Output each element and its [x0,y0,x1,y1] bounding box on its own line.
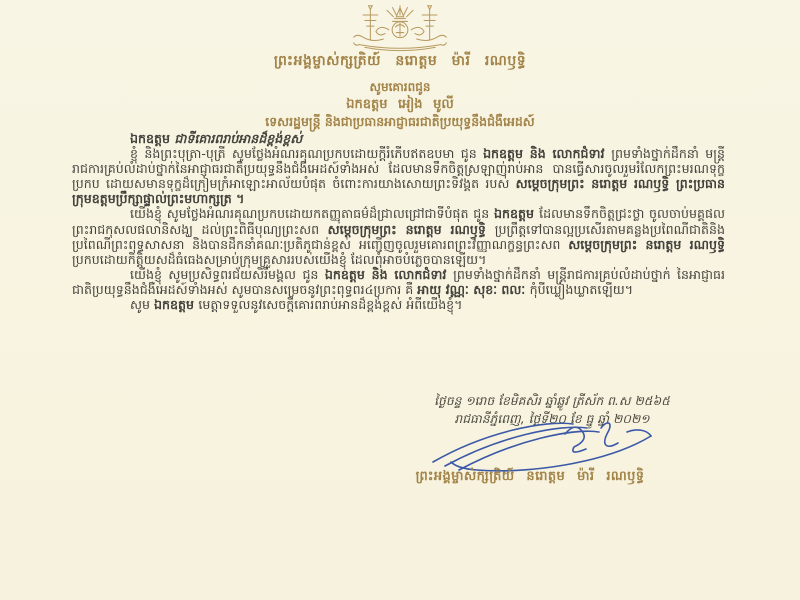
addressee-block [0,80,800,129]
greeting-line: ឯកឧត្តម ជាទីគោរពរាប់អានដ៏ខ្ពង់ខ្ពស់ [130,131,303,146]
paragraph-4-closing: សូម ឯកឧត្តម មេត្តាទទួលនូវសេចក្តីគោរពរាប់អានដ៏ខ្ពង់ខ្ពស់ អំពីយើងខ្ញុំ។ [130,297,463,313]
royal-arms-icon [0,2,800,52]
addressee-title: ទេសរដ្ឋមន្ត្រី និងជាប្រធានអាជ្ញាធរជាតិប្រយុទ្ធនឹងជំងឺអេដស៍ [265,114,535,129]
lunar-date-line: ថ្ងៃចន្ទ ១រោច ខែមិគសិរ ឆ្នាំឆ្លូវ ត្រីស័ក ព.ស ២៥៦៥ [434,394,670,408]
paragraph-2: យើងខ្ញុំ សូមថ្លែងអំណរគុណប្រកបដោយកតញ្ញុតាធម៌ដ៏ជ្រាលជ្រៅជាទីបំផុត ជូន ឯកឧត្តម ដែលមានទឹកចិត្តជ្រះថ្លា ចូលចាប់មគ្គផលព្រះរាជកុសលផលានិសង្ឃ ដល់ព្រះពិធីបុណ្យព្រះសព សម្តេចក្រុមព្រះ នរោត្តម រណឫទ្ធិ ប្រព្រឹត្តទៅបានល្អប្រសើរតាមគន្លងប្រពៃណីជាតិនិងប្រពៃណីព្រះពុទ្ធសាសនា និងបានដឹកនាំគណៈប្រតិភូជាន់ខ្ពស់ អញ្ជើញចូលរួមគោរពព្រះវិញ្ញាណក្ខន្ធព្រះសព សម្តេចក្រុមព្រះ នរោត្តម រណឫទ្ធិ ប្រកបដោយកិត្តិយសដ៏ធំធេងសម្រាប់ក្រុមគ្រួសាររបស់យើងខ្ញុំ ដែលពុំអាចបំភ្លេចបានឡើយ។ [72,206,725,267]
letter-body [72,131,725,312]
addressee-name: ឯកឧត្តម អៀង មូលី [346,97,454,112]
paragraph-3: យើងខ្ញុំ សូមប្រសិទ្ធពរជ័យសិរីមង្គល ជូន ឯកឧត្តម និង លោកជំទាវ ព្រមទាំងថ្នាក់ដឹកនាំ មន្ត្រីរាជការគ្រប់លំដាប់ថ្នាក់ នៃអាជ្ញាធរជាតិប្រយុទ្ធនឹងជំងឺអេដស៍ទាំងអស់ សូមបានសម្រេចនូវព្រះពុទ្ធពរ៤ប្រការ គឺ អាយុ វណ្ណៈ សុខៈ ពលៈ កុំបីឃ្លៀងឃ្លាតឡើយ។ [72,266,726,297]
paragraph-1: ខ្ញុំ និងព្រះបុត្រា-បុត្រី សូមថ្លែងអំណរគុណប្រកបដោយក្តីរំភើបឥតឧបមា ជូន ឯកឧត្តម និង លោកជំទាវ ព្រមទាំងថ្នាក់ដឹកនាំ មន្ត្រីរាជការគ្រប់លំដាប់ថ្នាក់នៃអាជ្ញាធរជាតិប្រយុទ្ធនឹងជំងឺអេដស៍ទាំងអស់ ដែលមានទឹកចិត្តស្រឡាញ់រាប់អាន បានធ្វើសារចូលរួមរំលែកព្រះមរណទុក្ខប្រកប ដោយសមានទុក្ខដ៏ក្រៀមក្រំអាឡោះអាល័យបំផុត ចំពោះការយាងសោយព្រះទិវង្គត របស់ សម្តេចក្រុមព្រះ នរោត្តម រណឫទ្ធិ ព្រះប្រធានក្រុមឧត្តមប្រឹក្សាផ្ទាល់ព្រះមហាក្សត្រ ។ [72,146,725,207]
sender-name-header: ព្រះអង្គម្ចាស់ក្សត្រិយ៍ នរោត្តម ម៉ារី រណឫទ្ធិ [273,53,527,69]
addressee-salutation: សូមគោរពជូន [369,80,431,94]
civil-date-line: រាជធានីភ្នំពេញ, ថ្ងៃទី២០ ខែ ធ្នូ ឆ្នាំ ២០២១ [454,412,650,426]
signer-name-footer: ព្រះអង្គម្ចាស់ក្សត្រិយ៍ នរោត្តម ម៉ារី រណឫទ្ធិ [415,469,645,484]
